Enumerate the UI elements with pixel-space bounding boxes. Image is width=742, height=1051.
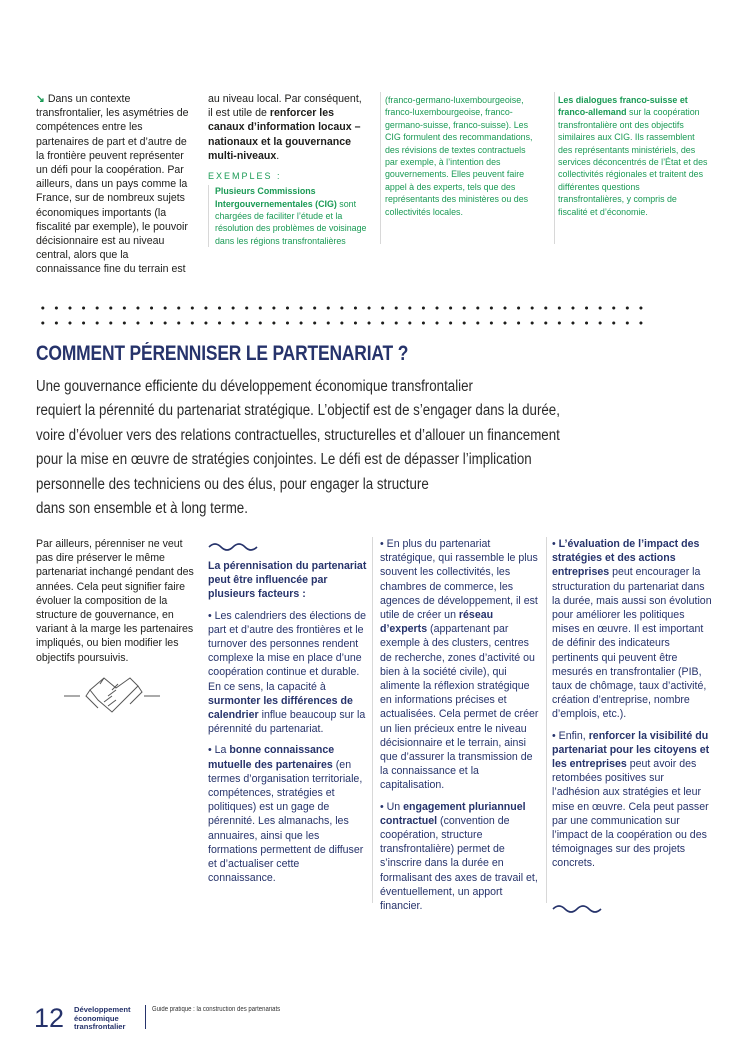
text: • En plus du partenariat stratégique, qui rassemble le plus souvent les collectivités, les chambres de commerce, les agences de développement, il est utile de créer un <box>380 538 538 622</box>
lead-line: voire d’évoluer vers des relations contractuelles, structurelles et d’allouer un financement <box>36 426 560 444</box>
top-col-3 <box>385 94 533 218</box>
top-col-1 <box>36 92 196 277</box>
footer-brand <box>74 1006 131 1032</box>
lead-line: personnelle des techniciens ou des élus, pour engager la structure <box>36 475 429 493</box>
divider <box>380 92 381 244</box>
text: (appartenant par exemple à des clusters, centres de recherche, zones d’activité ou bien à la société civile), qui alimente la réflexion stratégique en informations précises et actualisées. Cela permet de créer un lien précieux entre le niveau décisionnaire et le terrain, ainsi que d’assurer la transmission de la connaissance et la capitalisation. <box>380 623 539 792</box>
bold-text: réseau d’experts <box>380 609 494 636</box>
page-number: 12 <box>34 1003 65 1033</box>
lead-line: dans son ensemble et à long terme. <box>36 500 248 518</box>
top-col-4-text: sur la coopération transfrontalière ont des objectifs similaires aux CIG. Ils rassemblent des représentants ministériels, des services déconcentrés de l’État et des collectivités régionales et traitent des différentes questions transfrontalières, y compris de fiscalité et d’économie. <box>558 107 708 217</box>
divider <box>546 537 547 903</box>
text: • <box>552 538 559 550</box>
bold-text: renforcer la visibilité du partenariat pour les citoyens et les entreprises <box>552 729 710 771</box>
bottom-col-4 <box>552 537 712 871</box>
top-col-2-end: . <box>276 149 280 162</box>
bottom-col-1-text: Par ailleurs, pérenniser ne veut pas dire préserver le même partenariat inchangé pendant des années. Cela peut signifier faire évoluer la composition de la structure de gouvernance, en variant à la marge les partenaires impliqués, ou bien modifier les objectifs poursuivis. <box>36 538 194 664</box>
brand-line: Développement <box>74 1005 131 1014</box>
example-1 <box>208 185 368 247</box>
dotted-separator <box>36 306 648 310</box>
divider <box>372 537 373 903</box>
text: peut encourager la structuration du partenariat dans la durée, mais aussi son évolution pour améliorer les politiques mises en œuvre. Il est important de définir des indicateurs pertinents qui peuvent être mesurés en transfrontalier (PIB, taux de chômage, taux d’activité, création d’entreprise, nombre d’emplois, etc.). <box>552 566 712 721</box>
text: (convention de coopération, structure transfrontalière) permet de s’inscrire dans la durée en formalisant des axes de travail et, éventuellement, un apport financier. <box>380 814 538 913</box>
bottom-col-2-heading: La pérennisation du partenariat peut être influencée par plusieurs facteurs : <box>208 560 367 601</box>
footer-guide-title: Guide pratique : la construction des partenariats <box>152 1006 281 1013</box>
bottom-col-1 <box>36 537 196 665</box>
lead-paragraph <box>36 375 656 521</box>
bold-text: surmonter les différences de calendrier <box>208 694 353 722</box>
lead-line: Une gouvernance efficiente du développement économique transfrontalier <box>36 378 473 395</box>
bold-text: bonne connaissance mutuelle des partenaires <box>208 744 335 771</box>
wave-icon <box>552 902 602 914</box>
example-1-bold: Plusieurs Commissions Intergouvernementales (CIG) <box>215 186 337 209</box>
footer-separator <box>145 1005 146 1029</box>
top-col-1-text: Dans un contexte transfrontalier, les asymétries de compétences entre les partenaires de part et d’autre de la frontière peuvent représenter un défi pour la coopération. Par ailleurs, dans un pays comme la France, sur de nombreux sujets économiques importants (la fiscalité par exemple), le pouvoir décisionnaire est au niveau central, alors que la connaissance fine du terrain est <box>36 93 189 276</box>
divider <box>554 92 555 244</box>
handshake-icon <box>60 668 164 718</box>
bold-text: engagement pluriannuel contractuel <box>380 800 526 827</box>
text: • Enfin, <box>552 729 589 742</box>
top-col-2-text: au niveau local. Par conséquent, il est utile de <box>208 93 362 120</box>
text: (en termes d’organisation territoriale, compétences, stratégies et politiques) est un gage de pérennité. Les almanachs, les annuaires, ainsi que les formations permettent de diffuser et d’actualiser cette connaissance. <box>208 758 364 885</box>
bottom-col-2 <box>208 559 368 885</box>
top-col-2 <box>208 92 368 247</box>
text: • Les calendriers des élections de part et d’autre des frontières et le turnover des personnes rendent complexe la mise en place d’une coopération continue et durable. En ce sens, la capacité à <box>208 609 366 693</box>
bold-text: L’évaluation de l’impact des stratégies et des actions entreprises <box>552 538 700 579</box>
text: peut avoir des retombées positives sur l’adhésion aux stratégies et leur mise en œuvre. Cela peut passer par une communication sur l’impact de la coopération ou des témoignages sur des projets concrets. <box>552 758 709 870</box>
lead-line: requiert la pérennité du partenariat stratégique. L’objectif est de s’engager dans la durée, <box>36 402 560 420</box>
examples-label: EXEMPLES : <box>208 171 282 182</box>
text: • Un <box>380 800 404 813</box>
top-col-4-bold: Les dialogues franco-suisse et franco-allemand <box>558 95 688 118</box>
brand-line: transfrontalier <box>74 1022 126 1032</box>
brand-line: économique <box>74 1013 119 1023</box>
text: • La <box>208 744 230 757</box>
arrow-down-right-icon: ↘ <box>36 93 45 105</box>
text: influe beaucoup sur la pérennité du partenariat. <box>208 709 366 736</box>
bottom-col-3 <box>380 537 540 913</box>
wave-icon <box>208 540 258 552</box>
dotted-separator <box>36 321 648 325</box>
top-col-4 <box>558 94 708 218</box>
lead-line: pour la mise en œuvre de stratégies conjointes. Le défi est de dépasser l’implication <box>36 451 532 469</box>
section-title: COMMENT PÉRENNISER LE PARTENARIAT ? <box>36 342 409 365</box>
example-1-text: sont chargées de faciliter l’étude et la résolution des problèmes de voisinage dans les régions transfrontalières <box>215 198 367 246</box>
top-col-3-text: (franco-germano-luxembourgeoise, franco-luxembourgeoise, franco-germano-suisse, franco-suisse). Les CIG formulent des recommandations, des révisions de textes contractuels par exemple, à l’intention des gouvernements. Elles peuvent faire appel à des experts, tels que des représentants des ministères ou des collectivités locales. <box>385 95 533 217</box>
top-col-2-bold: renforcer les canaux d’information locaux – nationaux et la gouvernance multi-niveaux <box>208 107 361 162</box>
